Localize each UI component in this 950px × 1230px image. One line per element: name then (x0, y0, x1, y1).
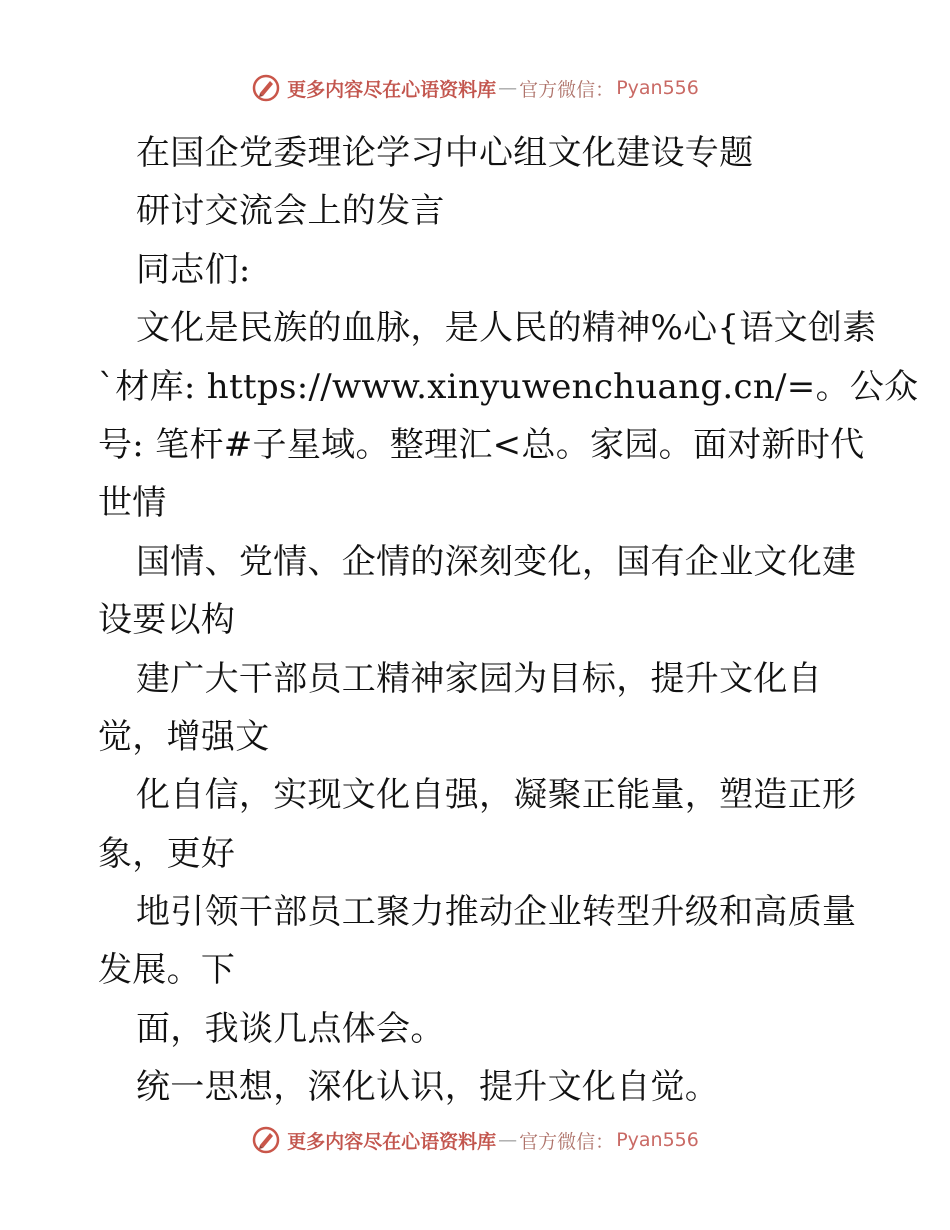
text-line: 面，我谈几点体会。 (136, 1008, 445, 1049)
text-line: 象，更好 (98, 833, 236, 874)
text-line: 统一思想，深化认识，提升文化自觉。 (136, 1067, 720, 1108)
text-line: 世情 (98, 483, 167, 524)
text-line: 发展。下 (98, 950, 236, 991)
text-line: 觉，增强文 (98, 716, 270, 757)
text-line: 在国企党委理论学习中心组文化建设专题 (136, 133, 754, 173)
watermark-site: 更多内容尽在心语资料库 (287, 1130, 497, 1153)
text-line: 地引领干部员工聚力推动企业转型升级和高质量 (136, 892, 857, 933)
watermark-id: Pyan556 (616, 1129, 699, 1151)
watermark-official: 官方微信： (519, 1130, 615, 1153)
watermark-dash: — (498, 1129, 518, 1151)
watermark-footer (0, 1120, 950, 1160)
watermark-header (0, 68, 950, 108)
text-line: 同志们: (136, 249, 251, 290)
text-line: `材库: https://www.xinyuwenchuang.cn/=。公众 (98, 366, 919, 407)
document-body (98, 124, 919, 1117)
text-line: 建广大干部员工精神家园为目标，提升文化自 (136, 658, 822, 699)
watermark-official: 官方微信： (519, 78, 615, 101)
watermark-dash: — (498, 77, 518, 99)
text-line: 国情、党情、企情的深刻变化，国有企业文化建 (136, 541, 857, 582)
watermark-site: 更多内容尽在心语资料库 (287, 78, 497, 101)
text-line: 化自信，实现文化自强，凝聚正能量，塑造正形 (136, 775, 857, 816)
text-line: 设要以构 (98, 600, 236, 641)
logo-icon (251, 1125, 281, 1155)
text-line: 号: 笔杆#子星域。整理汇<总。家园。面对新时代 (98, 424, 865, 465)
watermark-id: Pyan556 (616, 77, 699, 99)
text-line: 研讨交流会上的发言 (136, 191, 445, 232)
text-line: 文化是民族的血脉，是人民的精神%心{语文创素 (136, 308, 877, 349)
logo-icon (251, 73, 281, 103)
